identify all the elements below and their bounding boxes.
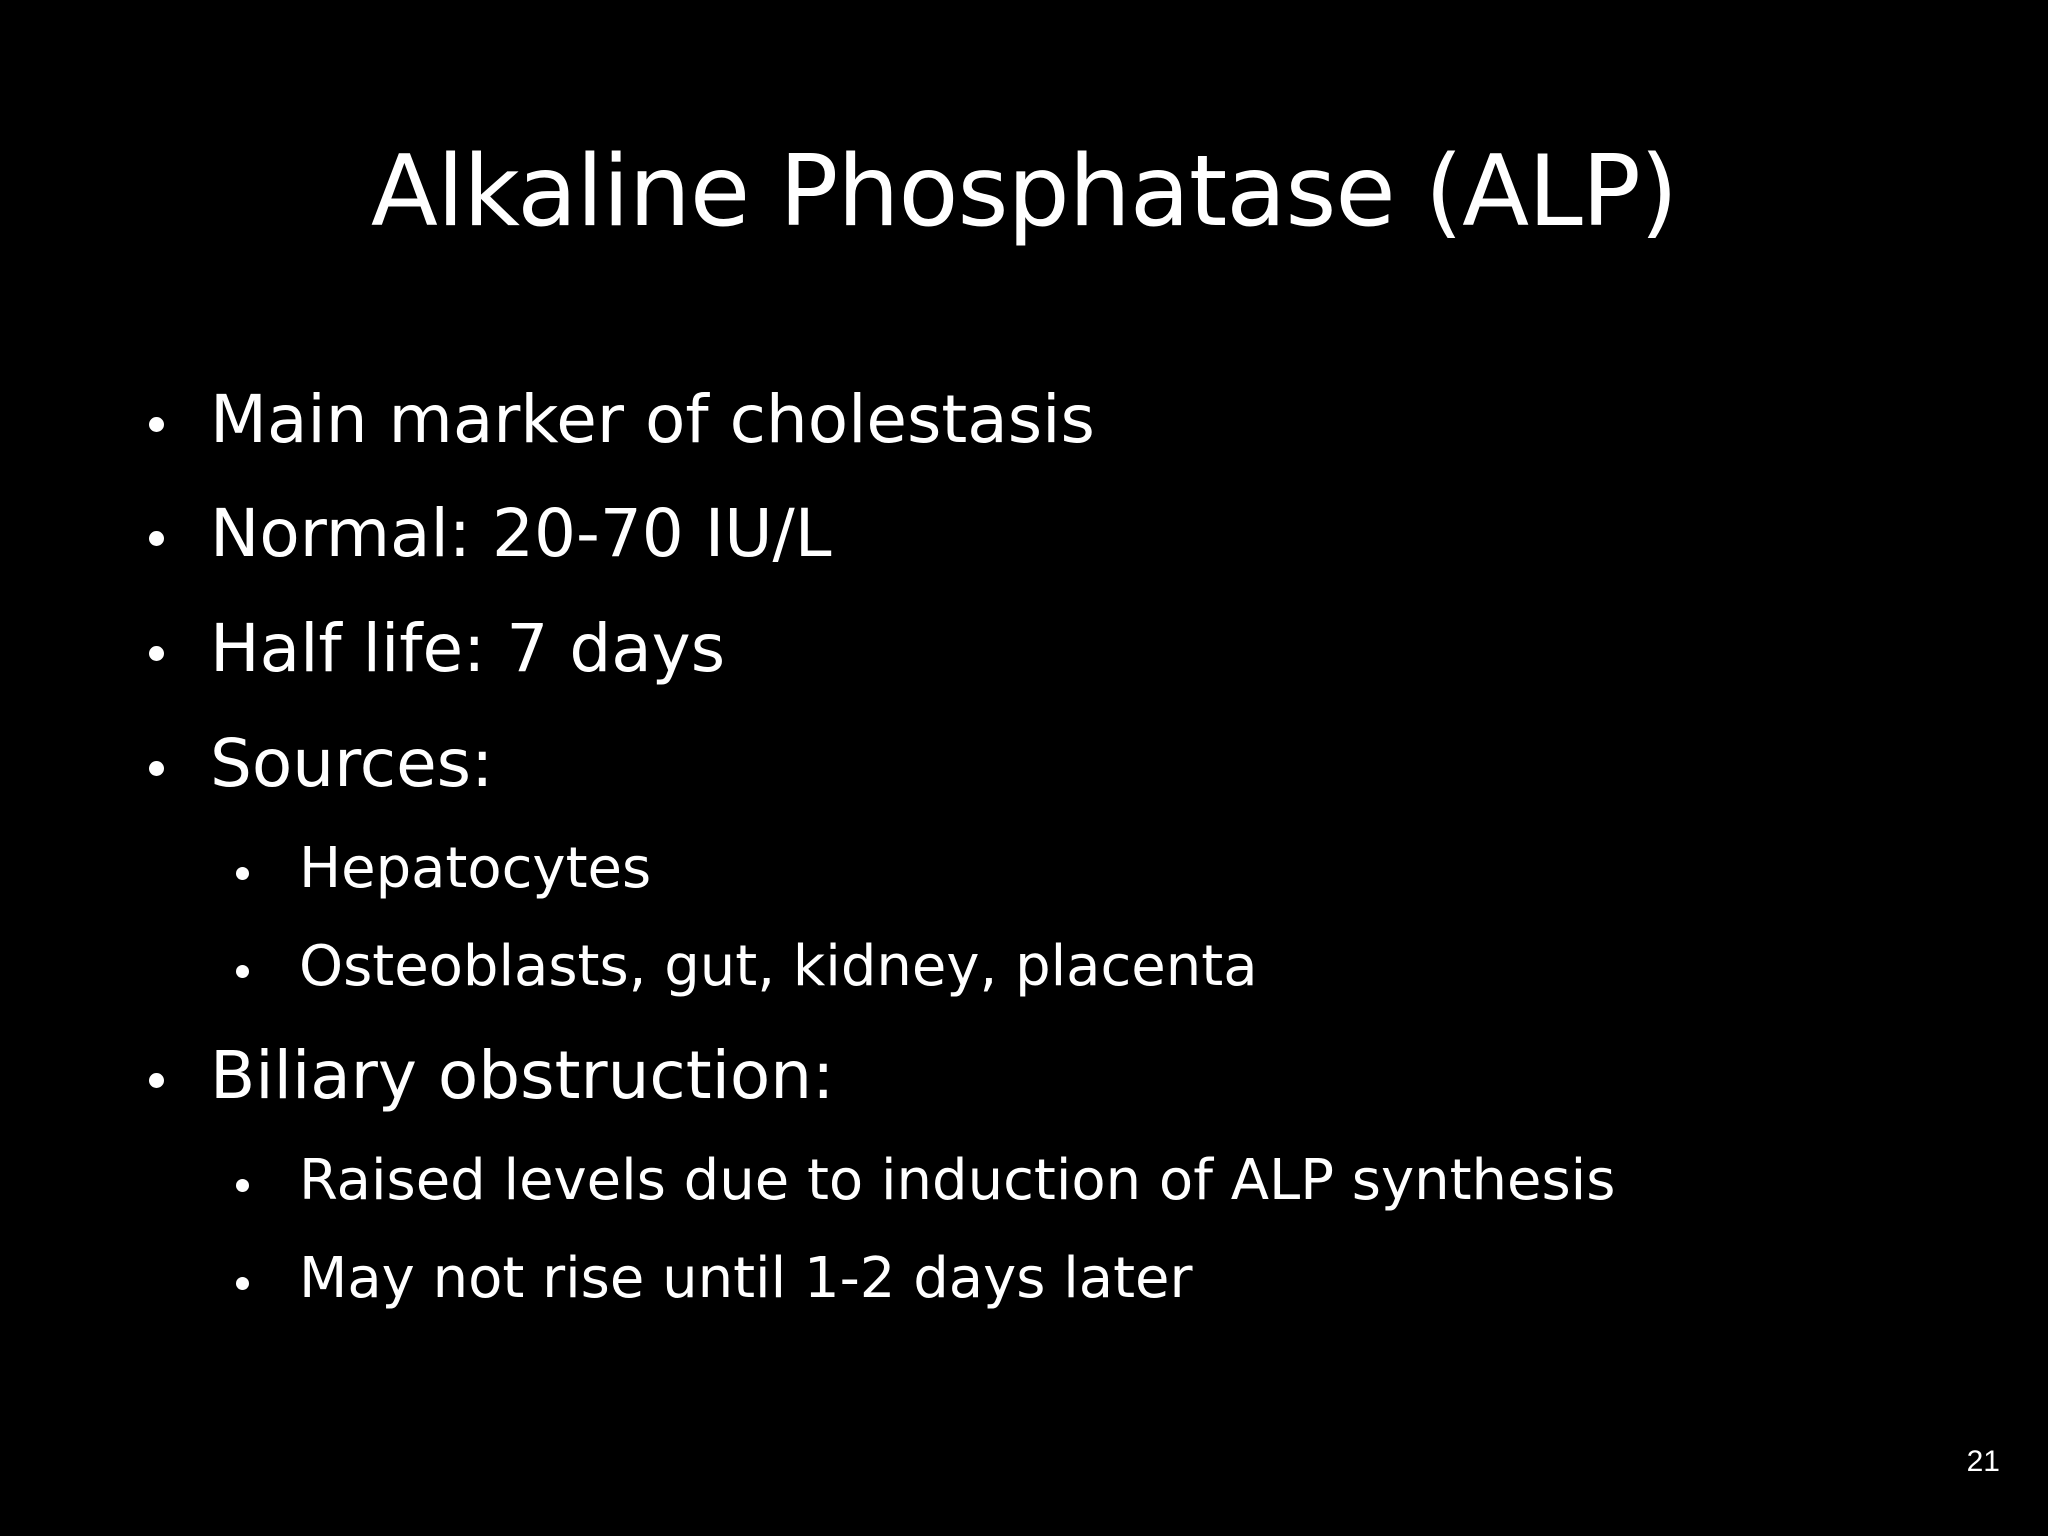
- page-number: 21: [1966, 1445, 2000, 1478]
- sub-bullet-item: [299, 1244, 1193, 1314]
- bullet-item: [210, 1036, 834, 1116]
- bullet-dot-icon: [149, 1073, 164, 1088]
- sub-bullet-item: [299, 932, 1258, 1002]
- bullet-dot-icon: [149, 646, 164, 661]
- bullet-dot-icon: [236, 867, 249, 880]
- bullet-dot-icon: [149, 761, 164, 776]
- sub-bullet-text: May not rise until 1-2 days later: [299, 1246, 1193, 1311]
- sub-bullet-text: Osteoblasts, gut, kidney, placenta: [299, 934, 1258, 999]
- bullet-item: [210, 724, 493, 804]
- slide-title: Alkaline Phosphatase (ALP): [370, 135, 1678, 249]
- sub-bullet-text: Raised levels due to induction of ALP synthesis: [299, 1148, 1616, 1213]
- bullet-text: Half life: 7 days: [210, 610, 726, 687]
- sub-bullet-text: Hepatocytes: [299, 836, 652, 901]
- bullet-text: Biliary obstruction:: [210, 1037, 835, 1114]
- bullet-item: [210, 380, 1095, 460]
- sub-bullet-item: [299, 1146, 1615, 1216]
- bullet-item: [210, 494, 832, 574]
- bullet-item: [210, 609, 725, 689]
- bullet-dot-icon: [236, 1277, 249, 1290]
- bullet-dot-icon: [236, 1179, 249, 1192]
- bullet-text: Main marker of cholestasis: [210, 381, 1095, 458]
- bullet-dot-icon: [149, 531, 164, 546]
- bullet-text: Sources:: [210, 725, 494, 802]
- bullet-dot-icon: [236, 965, 249, 978]
- bullet-text: Normal: 20-70 IU/L: [210, 495, 832, 572]
- sub-bullet-item: [299, 834, 651, 904]
- bullet-dot-icon: [149, 417, 164, 432]
